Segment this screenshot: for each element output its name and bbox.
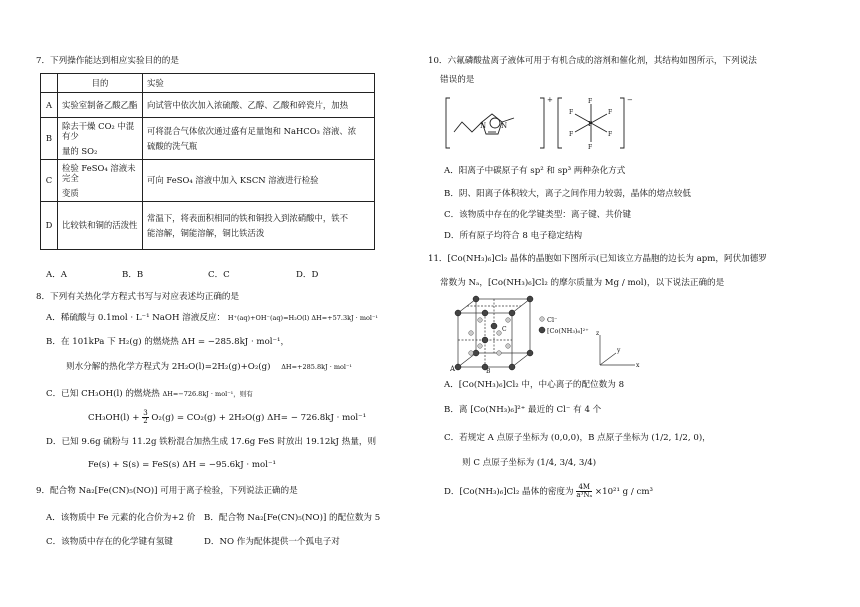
q11-option-d-text: D．[Co(NH₃)₆]Cl₂ 晶体的密度为 <box>444 487 574 497</box>
co-ion <box>473 296 479 302</box>
ionic-liquid-structure-figure <box>444 92 634 154</box>
q7-row-key: C <box>41 160 58 202</box>
q8-c-eq-left: CH₃OH(l) + <box>88 413 140 423</box>
q8-stem: 8．下列有关热化学方程式书写与对应表述均正确的是 <box>36 292 240 302</box>
ring-n-label: N <box>480 122 487 130</box>
q7-row-exp <box>143 118 375 160</box>
propyl-chain <box>454 122 482 132</box>
q9-option-d: D．NO 作为配体提供一个孤电子对 <box>204 537 340 547</box>
co-ion <box>527 350 533 356</box>
q7-row-purpose-line: 除去干燥 CO₂ 中混有少 <box>62 121 135 142</box>
axis-y <box>600 353 616 365</box>
q8-option-a-equation: H⁺(aq)+OH⁻(aq)=H₂O(l) ΔH=+57.3kJ · mol⁻¹ <box>227 314 379 322</box>
q11-option-a: A．[Co(NH₃)₆]Cl₂ 中，中心离子的配位数为 8 <box>444 380 625 390</box>
axis-z-label: z <box>596 330 600 337</box>
q7-row-purpose <box>58 118 143 160</box>
co-ion <box>482 337 488 343</box>
fraction-denominator: a³Nₐ <box>576 491 593 499</box>
ring-charge-circle <box>490 118 500 128</box>
f-atom-label: F <box>588 144 593 151</box>
q11-stem-line2: 常数为 Nₐ，[Co(NH₃)₆]Cl₂ 的摩尔质量为 Mg / mol)，以下说法正确的是 <box>440 278 725 288</box>
co-ion <box>455 364 461 370</box>
cl-ion <box>469 331 474 336</box>
point-a-label: A <box>450 365 456 373</box>
q7-row-purpose: 比较铁和铜的活泼性 <box>58 202 143 250</box>
f-atom-label: F <box>608 131 613 138</box>
legend-cl-marker <box>540 317 545 322</box>
q7-row-exp-line: 硫酸的洗气瓶 <box>147 140 198 151</box>
cl-ion <box>506 318 511 323</box>
q9-stem: 9．配合物 Na₂[Fe(CN)₅(NO)] 可用于离子检验，下列说法正确的是 <box>36 486 298 496</box>
q11-option-c: C．若规定 A 点原子坐标为 (0,0,0)，B 点原子坐标为 (1/2, 1/2, 0)， <box>444 433 711 443</box>
q7-row-purpose: 实验室制备乙酸乙酯 <box>58 93 143 118</box>
legend-co-label: [Co(NH₃)₆]²⁺ <box>547 327 589 335</box>
q7-option-a: A．A <box>46 270 68 280</box>
fraction-numerator: 3 <box>143 409 148 417</box>
cl-ion <box>497 331 502 336</box>
q8-option-b-eq-dh: ΔH=+285.8kJ · mol⁻¹ <box>281 363 353 371</box>
q8-option-b-eq-left: 则水分解的热化学方程式为 2H₂O(l)=2H₂(g)+O₂(g) <box>66 362 271 372</box>
q7-row-purpose <box>58 160 143 202</box>
q11-option-c-line2: 则 C 点原子坐标为 (1/4, 3/4, 3/4) <box>462 458 597 468</box>
q8-option-a <box>46 313 378 323</box>
q8-option-d: D．已知 9.6g 硫粉与 11.2g 铁粉混合加热生成 17.6g FeS 时放出 19.12kJ 热量，则 <box>46 437 377 447</box>
q11-option-b: B．离 [Co(NH₃)₆]²⁺ 最近的 Cl⁻ 有 4 个 <box>444 405 602 415</box>
q7-row-exp-line: 可将混合气体依次通过盛有足量饱和 NaHCO₃ 溶液、浓 <box>147 126 357 137</box>
f-atom-label: F <box>569 131 574 138</box>
q7-row-exp: 可向 FeSO₄ 溶液中加入 KSCN 溶液进行检验 <box>143 160 375 202</box>
co-ion <box>482 310 488 316</box>
q11-option-d-unit: ×10²¹ g / cm³ <box>594 487 653 497</box>
q10-stem-line2: 错误的是 <box>440 75 475 85</box>
legend-cl-label: Cl⁻ <box>547 316 558 324</box>
cl-ion <box>478 344 483 349</box>
q7-row-exp: 向试管中依次加入浓硫酸、乙醇、乙酸和碎瓷片，加热 <box>143 93 375 118</box>
co-ion <box>473 350 479 356</box>
q9-option-a: A．该物质中 Fe 元素的化合价为+2 价 <box>46 513 196 523</box>
q7-option-c: C．C <box>208 270 230 280</box>
q10-option-d: D．所有原子均符合 8 电子稳定结构 <box>444 231 583 241</box>
q8-option-a-text: A．稀硫酸与 0.1mol · L⁻¹ NaOH 溶液反应： <box>46 313 226 323</box>
q7-header-exp: 实验 <box>143 74 375 93</box>
bracket-right <box>540 98 544 148</box>
q7-row-purpose-line: 量的 SO₂ <box>62 145 98 156</box>
q7-row-key: A <box>41 93 58 118</box>
q7-row-exp-line: 常温下，将表面积相同的铁和铜投入到浓硝酸中，铁不 <box>147 213 348 224</box>
f-atom-label: F <box>569 109 574 116</box>
axis-x-label: x <box>636 362 640 369</box>
q7-row-purpose-line: 变质 <box>62 187 79 198</box>
q11-option-d <box>444 484 653 499</box>
co-ion <box>509 364 515 370</box>
q10-option-c: C．该物质中存在的化学键类型：离子键、共价键 <box>444 210 632 220</box>
q10-option-a: A．阳离子中碳原子有 sp² 和 sp³ 两种杂化方式 <box>444 166 626 176</box>
axis-y-label: y <box>617 347 621 354</box>
point-b-label: B <box>486 368 491 373</box>
q8-option-b-equation <box>66 362 352 372</box>
bracket-right-2 <box>620 98 624 148</box>
bracket-left <box>446 98 450 148</box>
p-atom-label: P <box>588 120 593 128</box>
q8-c-eq-fraction <box>142 410 148 425</box>
cell-inner-lines <box>458 299 521 367</box>
q7-option-d: D．D <box>296 270 319 280</box>
anion-charge: − <box>627 96 633 104</box>
q9-option-c: C．该物质中存在的化学键有氢键 <box>46 537 173 547</box>
cl-ion <box>497 351 502 356</box>
q7-table <box>40 73 375 250</box>
co-ion <box>455 310 461 316</box>
ring-n-label: N <box>501 122 508 130</box>
fraction-denominator: 2 <box>143 417 148 425</box>
q10-stem-line1: 10．六氟磷酸盐离子液体可用于有机合成的溶剂和催化剂，其结构如图所示，下列说法 <box>428 56 757 66</box>
fraction-numerator: 4M <box>576 484 592 492</box>
q11-option-d-fraction <box>576 484 592 499</box>
co-ion <box>509 310 515 316</box>
q10-option-b: B．阴、阳离子体积较大，离子之间作用力较弱，晶体的熔点较低 <box>444 189 691 199</box>
bracket-left-2 <box>558 98 562 148</box>
legend-co-marker <box>539 327 545 333</box>
q7-row-key: D <box>41 202 58 250</box>
q7-header-purpose: 目的 <box>58 74 143 93</box>
cl-ion <box>506 344 511 349</box>
co-ion <box>491 323 497 329</box>
q7-row-exp <box>143 202 375 250</box>
q11-stem-line1: 11．[Co(NH₃)₆]Cl₂ 晶体的晶胞如下图所示(已知该立方晶胞的边长为 apm，阿伏加德罗 <box>428 254 767 264</box>
q8-option-d-equation: Fe(s) + S(s) = FeS(s) ΔH = −95.6kJ · mol⁻¹ <box>88 460 276 470</box>
co-ion <box>527 296 533 302</box>
point-c-label: C <box>502 326 507 333</box>
q7-row-purpose-line: 检验 FeSO₄ 溶液未完全 <box>62 163 136 184</box>
f-atom-label: F <box>608 109 613 116</box>
f-atom-label: F <box>588 98 593 105</box>
cl-ion <box>478 318 483 323</box>
q7-row-exp-line: 能溶解，铜能溶解，铜比铁活泼 <box>147 227 265 238</box>
q8-option-c-dh: ΔH=−726.8kJ · mol⁻¹，则有 <box>162 390 253 398</box>
q9-option-b: B．配合物 Na₂[Fe(CN)₅(NO)] 的配位数为 5 <box>204 513 381 523</box>
q8-option-c-equation <box>88 410 366 425</box>
q8-c-eq-right: O₂(g) = CO₂(g) + 2H₂O(g) ΔH= − 726.8kJ · mol⁻¹ <box>151 413 367 423</box>
q8-option-c-text: C．已知 CH₃OH(l) 的燃烧热 <box>46 389 160 399</box>
crystal-cell-figure <box>450 295 650 373</box>
q7-option-b: B．B <box>122 270 144 280</box>
q8-option-b: B．在 101kPa 下 H₂(g) 的燃烧热 ΔH = −285.8kJ · mol⁻¹， <box>46 337 290 347</box>
cation-charge: + <box>547 96 553 104</box>
q7-row-key: B <box>41 118 58 160</box>
q8-option-c <box>46 389 253 399</box>
q7-stem: 7．下列操作能达到相应实验目的的是 <box>36 56 179 66</box>
cl-ion <box>469 351 474 356</box>
